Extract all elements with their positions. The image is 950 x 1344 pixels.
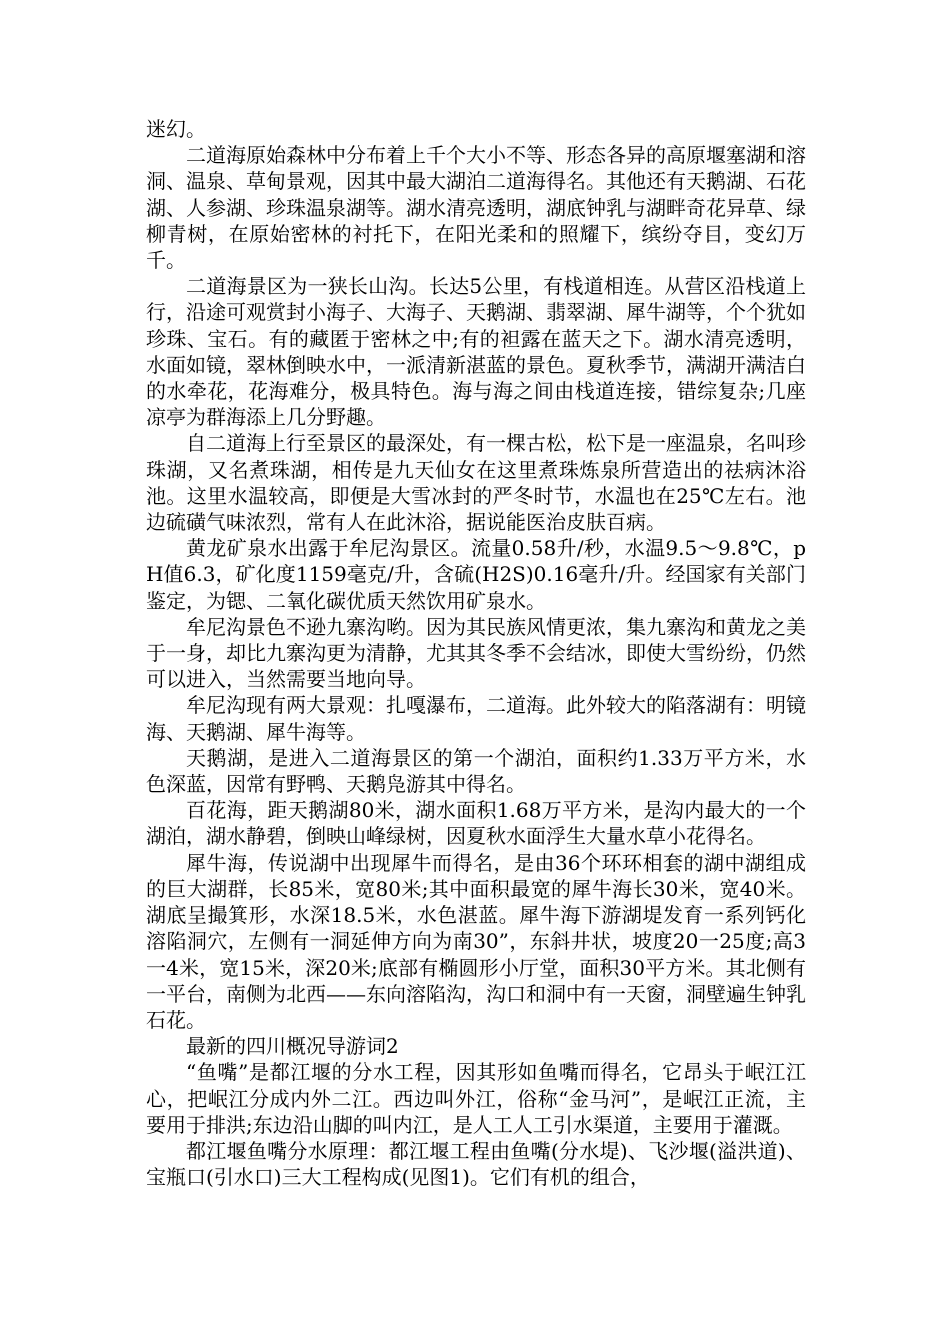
paragraph-mineral-water: 黄龙矿泉水出露于牟尼沟景区。流量0.58升/秒，水温9.5～9.8℃，pH值6.3，矿化度1159毫克/升，含硫(H2S)0.16毫升/升。经国家有关部门鉴定，为锶、二氧化碳优质天然饮用矿泉水。	[146, 536, 806, 613]
paragraph-swan-lake: 天鹅湖，是进入二道海景区的第一个湖泊，面积约1.33万平方米，水色深蓝，因常有野鸭、天鹅凫游其中得名。	[146, 745, 806, 797]
paragraph-erdaohai-forest: 二道海原始森林中分布着上千个大小不等、形态各异的高原堰塞湖和溶洞、温泉、草甸景观，因其中最大湖泊二道海得名。其他还有天鹅湖、石花湖、人参湖、珍珠温泉湖等。湖水清亮透明，湖底钟乳与湖畔奇花异草、绿柳青树，在原始密林的衬托下，在阳光柔和的照耀下，缤纷夺目，变幻万千。	[146, 143, 806, 273]
section-heading: 最新的四川概况导游词2	[186, 1034, 399, 1059]
paragraph-dujiangyan-principle: 都江堰鱼嘴分水原理：都江堰工程由鱼嘴(分水堤)、飞沙堰(溢洪道)、宝瓶口(引水口)三大工程构成(见图1)。它们有机的组合，	[146, 1138, 806, 1190]
paragraph-pearl-lake: 自二道海上行至景区的最深处，有一棵古松，松下是一座温泉，名叫珍珠湖，又名煮珠湖，相传是九天仙女在这里煮珠炼泉所营造出的祛病沐浴池。这里水温较高，即便是大雪冰封的严冬时节，水温也在25℃左右。池边硫磺气味浓烈，常有人在此沐浴，据说能医治皮肤百病。	[146, 431, 806, 535]
document-page	[146, 116, 806, 1190]
paragraph-fish-mouth: “鱼嘴”是都江堰的分水工程，因其形如鱼嘴而得名，它昂头于岷江江心，把岷江分成内外二江。西边叫外江，俗称“金马河”，是岷江正流，主要用于排洪;东边沿山脚的叫内江，是人工人工引水渠道，主要用于灌溉。	[146, 1060, 806, 1137]
paragraph-continuation: 迷幻。	[146, 117, 206, 141]
paragraph-baihua-lake: 百花海，距天鹅湖80米，湖水面积1.68万平方米，是沟内最大的一个湖泊，湖水静碧，倒映山峰绿树，因夏秋水面浮生大量水草小花得名。	[146, 798, 806, 849]
paragraph-munigou-landscapes: 牟尼沟现有两大景观：扎嘎瀑布，二道海。此外较大的陷落湖有：明镜 海、天鹅湖、犀牛海等。	[146, 693, 806, 744]
paragraph-erdaohai-scenic-area: 二道海景区为一狭长山沟。长达5公里，有栈道相连。从营区沿栈道上行，沿途可观赏封小海子、大海子、天鹅湖、翡翠湖、犀牛湖等，个个犹如珍珠、宝石。有的藏匿于密林之中;有的袒露在蓝天之下。湖水清亮透明，水面如镜，翠林倒映水中，一派清新湛蓝的景色。夏秋季节，满湖开满洁白的水牵花，花海难分，极具特色。海与海之间由栈道连接，错综复杂;几座凉亭为群海添上几分野趣。	[146, 274, 806, 430]
paragraph-rhino-lake: 犀牛海，传说湖中出现犀牛而得名，是由36个环环相套的湖中湖组成的巨大湖群，长85米，宽80米;其中面积最宽的犀牛海长30米，宽40米。湖底呈撮箕形，水深18.5米，水色湛蓝。犀牛海下游湖堤发育一系列钙化溶陷洞穴，左侧有一洞延伸方向为南30”，东斜井状，坡度20一25度;高3一4米，宽15米，深20米;底部有椭圆形小厅堂，面积30平方米。其北侧有一平台，南侧为北西——东向溶陷沟，沟口和洞中有一天窗，洞壁遍生钟乳石花。	[146, 850, 806, 1032]
paragraph-munigou-scenery: 牟尼沟景色不逊九寨沟哟。因为其民族风情更浓，集九寨沟和黄龙之美于一身，却比九寨沟更为清静，尤其其冬季不会结冰，即使大雪纷纷，仍然可以进入，当然需要当地向导。	[146, 614, 806, 692]
